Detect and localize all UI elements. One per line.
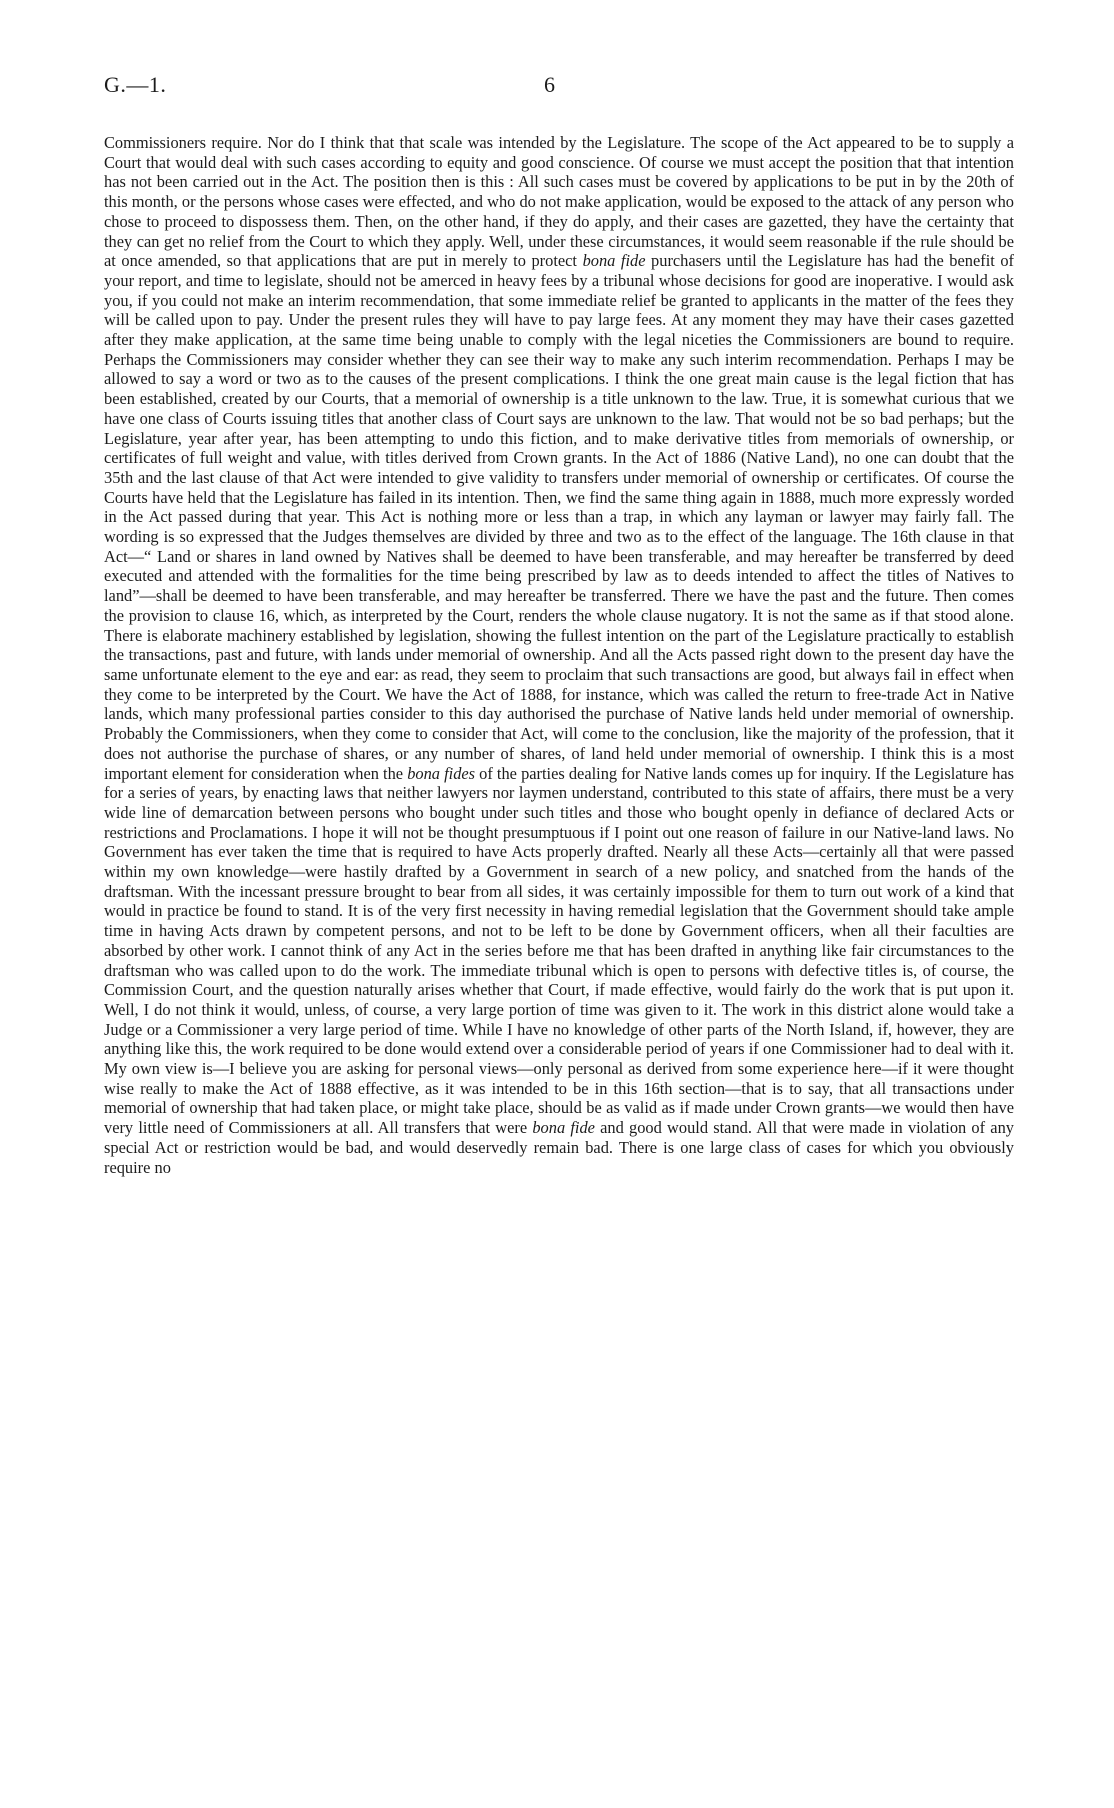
italic-phrase-bona-fides: bona fides [407,763,476,783]
body-text-segment-1: Commissioners require. Nor do I think that that scale was intended by the Legislature. The scope of the Act appeared to be to supply a Court that would deal with such cases according to equity and good conscience. Of course we must accept the position that that intention has not been carried out in the Act. The position then is this : All such cases must be covered by applications to be put in by the 20th of this month, or the persons whose cases were effected, and who do not make application, would be exposed to the attack of any person who chose to proceed to dispossess them. Then, on the other hand, if they do apply, and their cases are gazetted, they have the certainty that they can get no relief from the Court to which they apply. Well, under these circumstances, it would seem reasonable if the rule should be at once amended, so that applications that are put in merely to protect [104,133,1014,271]
page-header [104,72,1014,106]
italic-phrase-bona-fide-1: bona fide [582,251,646,271]
document-reference: G.—1. [104,72,167,97]
italic-phrase-bona-fide-2: bona fide [532,1118,595,1138]
body-paragraph [104,133,1014,1177]
body-text-segment-2: purchasers until the Legislature has had the benefit of your report, and time to legislate, should not be amerced in heavy fees by a tribunal whose decisions for good are inoperative. I would ask you, if you could not make an interim recommendation, that some immediate relief be granted to applicants in the matter of the fees they will be called upon to pay. Under the present rules they will have to pay large fees. At any moment they may have their cases gazetted after they make application, at the same time being unable to comply with the legal niceties the Commissioners are bound to require. Perhaps the Commissioners may consider whether they can see their way to make any such interim recommendation. Perhaps I may be allowed to say a word or two as to the causes of the present complications. I think the one great main cause is the legal fiction that has been established, created by our Courts, that a memorial of ownership is a title unknown to the law. True, it is somewhat curious that we have one class of Courts issuing titles that another class of Court says are unknown to the law. That would not be so bad perhaps; but the Legislature, year after year, has been attempting to undo this fiction, and to make derivative titles from memorials of ownership, or certificates of full weight and value, with titles derived from Crown grants. In the Act of 1886 (Native Land), no one can doubt that the 35th and the last clause of that Act were intended to give validity to transfers under memorial of ownership or certificates. Of course the Courts have held that the Legislature has failed in its intention. Then, we find the same thing again in 1888, much more expressly worded in the Act passed during that year. This Act is nothing more or less than a trap, in which any layman or lawyer may fairly fall. The wording is so expressed that the Judges themselves are divided by three and two as to the effect of the language. The 16th clause in that Act—“ Land or shares in land owned by Natives shall be deemed to have been transferable, and may hereafter be transferred by deed executed and attended with the formalities for the time being prescribed by law as to deeds intended to affect the titles of Natives to land”—shall be deemed to have been transferable, and may hereafter be transferred. There we have the past and the future. Then comes the provision to clause 16, which, as interpreted by the Court, renders the whole clause nugatory. It is not the same as if that stood alone. There is elaborate machinery established by legislation, showing the fullest intention on the part of the Legislature practically to establish the transactions, past and future, with lands under memorial of ownership. And all the Acts passed right down to the present day have the same unfortunate element to the eye and ear: as read, they seem to proclaim that such transactions are good, but always fail in effect when they come to be interpreted by the Court. We have the Act of 1888, for instance, which was called the return to free-trade Act in Native lands, which many professional parties consider to this day authorised the purchase of Native lands held under memorial of ownership. Probably the Commissioners, when they come to consider that Act, will come to the conclusion, like the majority of the profession, that it does not authorise the purchase of shares, or any number of shares, of land held under memorial of ownership. I think this is a most important element for consideration when the [104,251,1015,783]
body-text-segment-3: of the parties dealing for Native lands comes up for inquiry. If the Legislature has for a series of years, by enacting laws that neither lawyers nor laymen understand, contributed to this state of affairs, there must be a very wide line of demarcation between persons who bought under such titles and those who bought openly in defiance of declared Acts or restrictions and Proclamations. I hope it will not be thought presumptuous if I point out one reason of failure in our Native-land laws. No Government has ever taken the time that is required to have Acts properly drafted. Nearly all these Acts—certainly all that were passed within my own knowledge—were hastily drafted by a Government in search of a new policy, and snatched from the hands of the draftsman. With the incessant pressure brought to bear from all sides, it was certainly impossible for them to turn out work of a kind that would in practice be found to stand. It is of the very first necessity in having remedial legislation that the Government should take ample time in having Acts drawn by competent persons, and not to be left to be done by Government officers, when all their faculties are absorbed by other work. I cannot think of any Act in the series before me that has been drafted in anything like fair circumstances to the draftsman who was called upon to do the work. The immediate tribunal which is open to persons with defective titles is, of course, the Commission Court, and the question naturally arises whether that Court, if made effective, would fairly do the work that is put upon it. Well, I do not think it would, unless, of course, a very large portion of time was given to it. The work in this district alone would take a Judge or a Commissioner a very large period of time. While I have no knowledge of other parts of the North Island, if, however, they are anything like this, the work required to be done would extend over a considerable period of years if one Commissioner had to deal with it. My own view is—I believe you are asking for personal views—only personal as derived from some experience here—if it were thought wise really to make the Act of 1888 effective, as it was intended to be in this 16th section—that is to say, that all transactions under memorial of ownership that had taken place, or might take place, should be as valid as if made under Crown grants—we would then have very little need of Commissioners at all. All transfers that were [104,763,1014,1138]
body-text-segment-4: and good would stand. All that were made in violation of any special Act or restriction would be bad, and would deservedly remain bad. There is one large class of cases for which you obviously require no [104,1118,1014,1177]
page-number: 6 [544,72,555,97]
